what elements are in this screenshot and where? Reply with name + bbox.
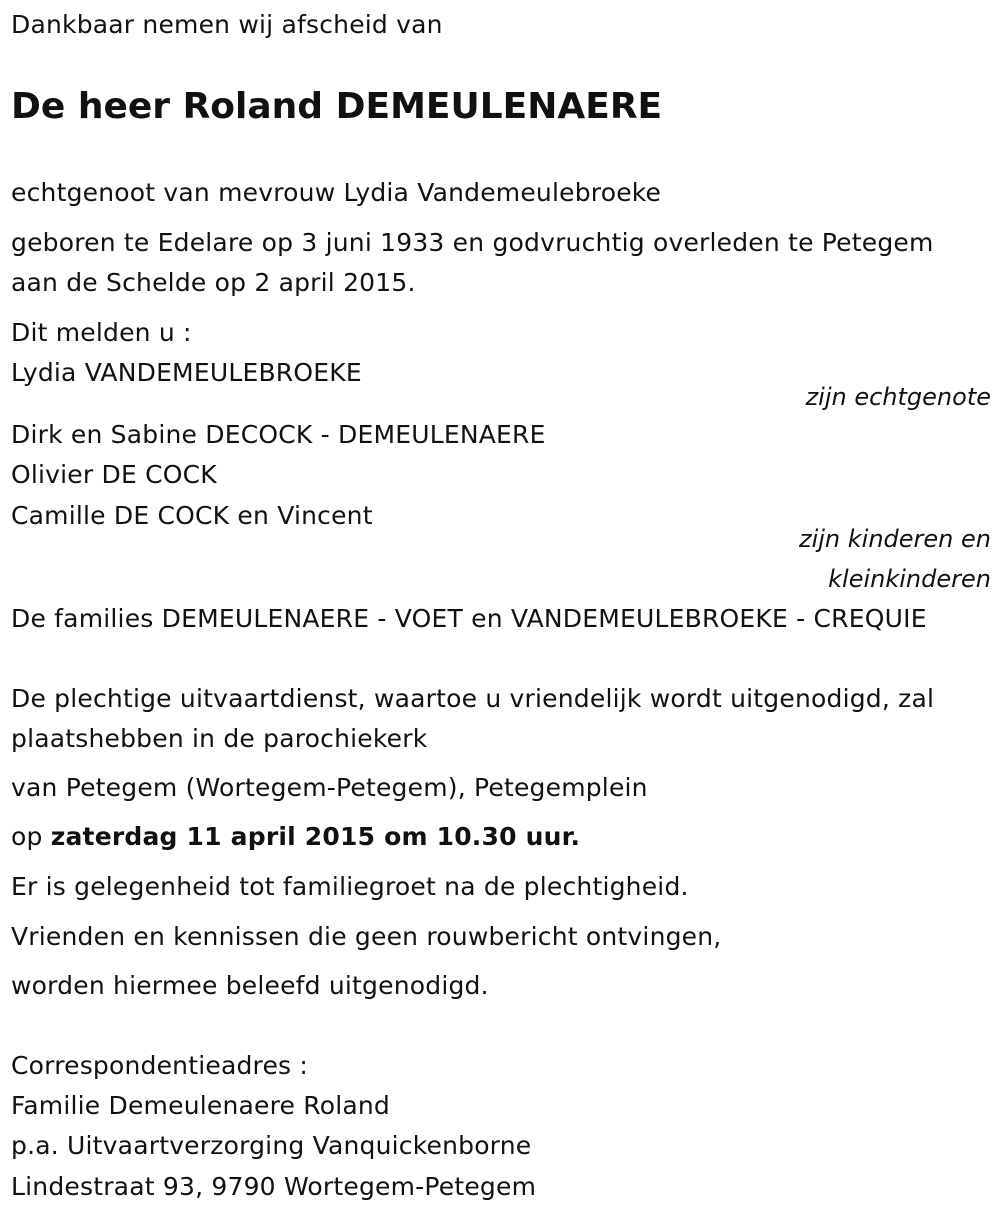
correspondence-address: Lindestraat 93, 9790 Wortegem-Petegem <box>11 1172 537 1201</box>
intro-text: Dankbaar nemen wij afscheid van <box>11 10 443 39</box>
correspondence-label: Correspondentieadres : <box>11 1051 309 1080</box>
service-location: van Petegem (Wortegem-Petegem), Petegemplein <box>11 773 648 802</box>
children-role-1: zijn kinderen en <box>799 525 991 553</box>
date-prefix: op <box>11 822 43 851</box>
service-date: zaterdag 11 april 2015 om 10.30 uur. <box>50 822 581 851</box>
spouse-line: echtgenoot van mevrouw Lydia Vandemeulebroeke <box>11 178 662 207</box>
child-1: Dirk en Sabine DECOCK - DEMEULENAERE <box>11 420 546 449</box>
spouse-name: Lydia VANDEMEULEBROEKE <box>11 358 362 387</box>
greeting-line: Er is gelegenheid tot familiegroet na de plechtigheid. <box>11 872 689 901</box>
correspondence-name: Familie Demeulenaere Roland <box>11 1091 390 1120</box>
service-line-1: De plechtige uitvaartdienst, waartoe u vriendelijk wordt uitgenodigd, zal <box>11 684 935 713</box>
birth-line-2: aan de Schelde op 2 april 2015. <box>11 268 416 297</box>
families-line: De families DEMEULENAERE - VOET en VANDEMEULEBROEKE - CREQUIE <box>11 604 927 633</box>
child-3: Camille DE COCK en Vincent <box>11 501 373 530</box>
invite-line-1: Vrienden en kennissen die geen rouwbericht ontvingen, <box>11 922 722 951</box>
deceased-name: De heer Roland DEMEULENAERE <box>11 86 663 127</box>
children-role-2: kleinkinderen <box>828 565 991 593</box>
service-date-line <box>11 821 580 853</box>
invite-line-2: worden hiermee beleefd uitgenodigd. <box>11 971 489 1000</box>
child-2: Olivier DE COCK <box>11 460 217 489</box>
spouse-role: zijn echtgenote <box>805 383 991 411</box>
correspondence-care-of: p.a. Uitvaartverzorging Vanquickenborne <box>11 1131 532 1160</box>
announce-label: Dit melden u : <box>11 318 192 347</box>
service-line-2: plaatshebben in de parochiekerk <box>11 724 428 753</box>
birth-line-1: geboren te Edelare op 3 juni 1933 en godvruchtig overleden te Petegem <box>11 228 934 257</box>
